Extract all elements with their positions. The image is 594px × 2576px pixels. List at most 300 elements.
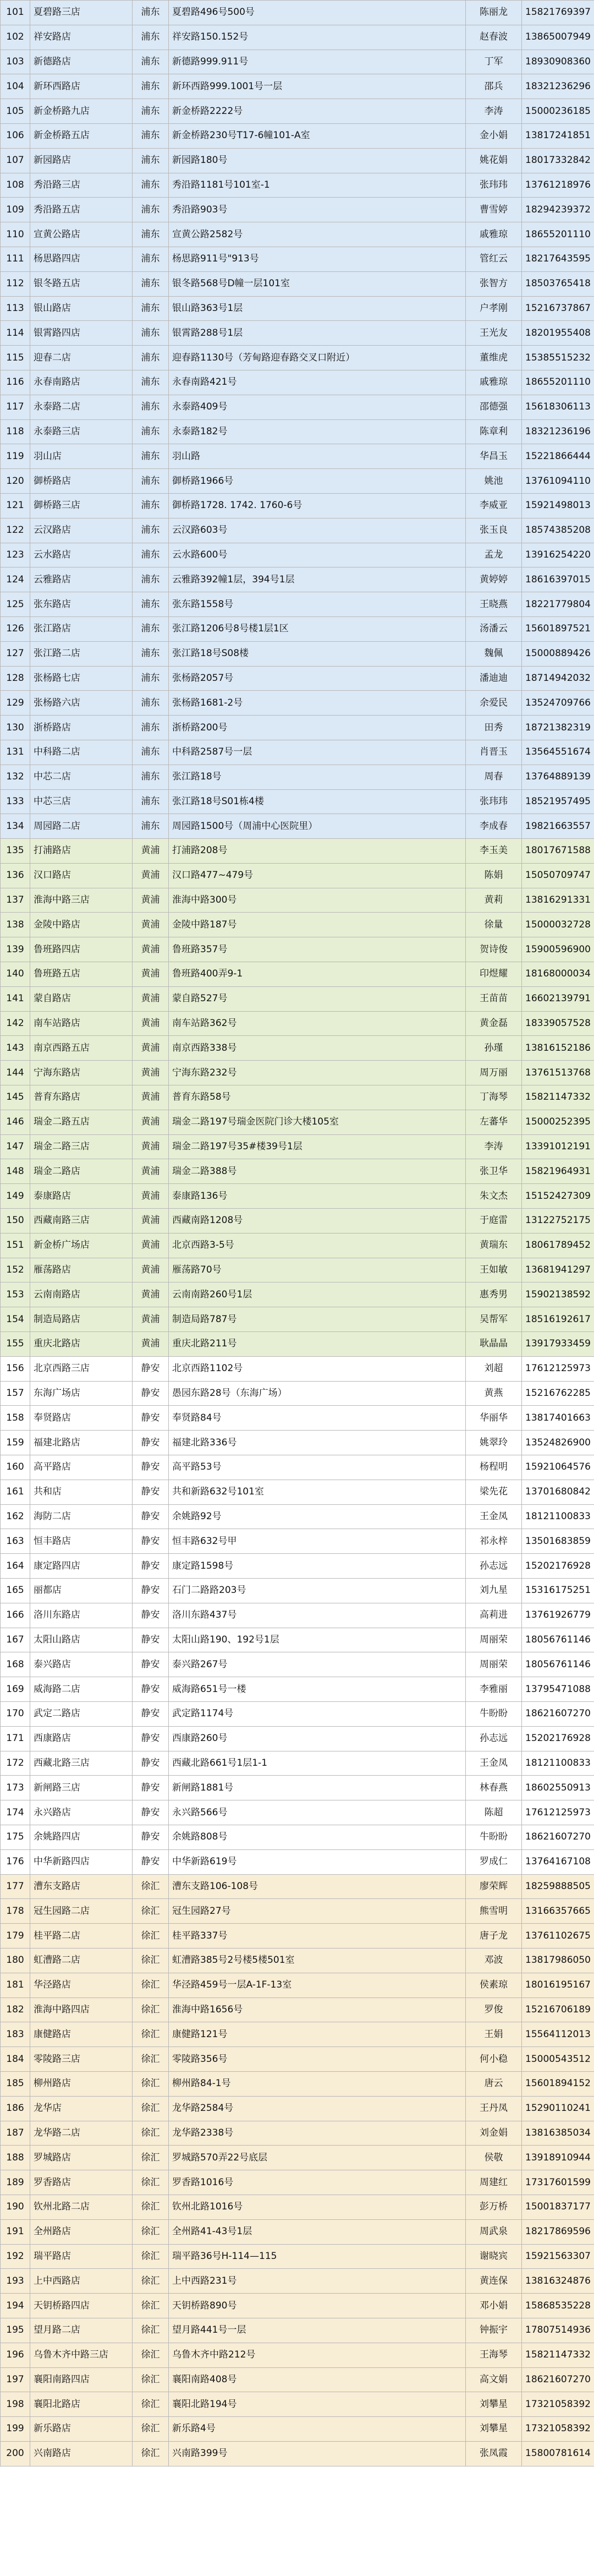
store-name: 张杨路六店 [30, 691, 133, 716]
contact-name: 印煜耀 [466, 962, 522, 987]
row-number: 170 [1, 1701, 30, 1726]
row-number: 103 [1, 50, 30, 74]
table-row [1, 1776, 594, 1800]
address: 云水路600号 [169, 543, 466, 567]
address: 新乐路4号 [169, 2417, 466, 2442]
district: 浦东 [133, 25, 169, 50]
contact-name: 林春燕 [466, 1776, 522, 1800]
store-name: 南车站路店 [30, 1011, 133, 1036]
row-number: 130 [1, 716, 30, 740]
table-row [1, 592, 594, 617]
table-row [1, 1332, 594, 1357]
store-name: 永春南路店 [30, 370, 133, 395]
district: 黄浦 [133, 888, 169, 913]
phone-number: 15821769397 [522, 1, 594, 25]
row-number: 102 [1, 25, 30, 50]
contact-name: 王光友 [466, 321, 522, 346]
store-name: 制造局路店 [30, 1307, 133, 1332]
contact-name: 惠秀男 [466, 1282, 522, 1307]
phone-number: 13501683859 [522, 1529, 594, 1554]
table-row [1, 839, 594, 864]
phone-number: 18259888505 [522, 1874, 594, 1899]
phone-number: 13524709766 [522, 691, 594, 716]
store-name: 共和店 [30, 1480, 133, 1504]
contact-name: 邵兵 [466, 74, 522, 99]
address: 龙华路2584号 [169, 2096, 466, 2121]
district: 徐汇 [133, 2146, 169, 2170]
table-row [1, 2121, 594, 2146]
address: 罗城路570弄22号底层 [169, 2146, 466, 2170]
district: 黄浦 [133, 1184, 169, 1209]
address: 太阳山路190、192号1层 [169, 1628, 466, 1652]
contact-name: 邓波 [466, 1948, 522, 1973]
table-row [1, 2022, 594, 2047]
district: 静安 [133, 1825, 169, 1849]
row-number: 129 [1, 691, 30, 716]
store-name: 北京西路三店 [30, 1356, 133, 1381]
district: 浦东 [133, 50, 169, 74]
address: 秀沿路1181号101室-1 [169, 173, 466, 198]
row-number: 118 [1, 419, 30, 444]
contact-name: 孟龙 [466, 543, 522, 567]
table-row [1, 50, 594, 74]
row-number: 117 [1, 395, 30, 419]
table-row [1, 1579, 594, 1603]
row-number: 141 [1, 986, 30, 1011]
contact-name: 董维虎 [466, 346, 522, 370]
address: 张杨路1681-2号 [169, 691, 466, 716]
row-number: 192 [1, 2244, 30, 2269]
row-number: 155 [1, 1332, 30, 1357]
district: 浦东 [133, 789, 169, 814]
district: 浦东 [133, 716, 169, 740]
row-number: 184 [1, 2047, 30, 2072]
contact-name: 侯素琼 [466, 1973, 522, 1998]
address: 新园路180号 [169, 148, 466, 173]
contact-name: 陈娟 [466, 863, 522, 888]
store-name: 蒙自路店 [30, 986, 133, 1011]
store-name: 张杨路七店 [30, 666, 133, 691]
district: 黄浦 [133, 1282, 169, 1307]
contact-name: 彭万桥 [466, 2195, 522, 2219]
store-name: 打浦路店 [30, 839, 133, 864]
contact-name: 李成春 [466, 814, 522, 839]
store-name: 新园路店 [30, 148, 133, 173]
contact-name: 张玮玮 [466, 789, 522, 814]
contact-name: 周丽荣 [466, 1652, 522, 1677]
contact-name: 汤潘云 [466, 616, 522, 641]
row-number: 172 [1, 1751, 30, 1776]
phone-number: 13795471088 [522, 1677, 594, 1702]
address: 夏碧路496号500号 [169, 1, 466, 25]
phone-number: 15564112013 [522, 2022, 594, 2047]
district: 浦东 [133, 321, 169, 346]
table-row [1, 1751, 594, 1776]
contact-name: 侯敬 [466, 2146, 522, 2170]
district: 浦东 [133, 543, 169, 567]
table-row [1, 1036, 594, 1061]
contact-name: 唐云 [466, 2071, 522, 2096]
district: 静安 [133, 1480, 169, 1504]
row-number: 161 [1, 1480, 30, 1504]
store-name: 云南南路店 [30, 1282, 133, 1307]
row-number: 198 [1, 2392, 30, 2417]
address: 西藏南路1208号 [169, 1209, 466, 1234]
table-row [1, 1011, 594, 1036]
row-number: 176 [1, 1849, 30, 1874]
district: 静安 [133, 1406, 169, 1431]
table-row [1, 1726, 594, 1751]
store-name: 祥安路店 [30, 25, 133, 50]
district: 静安 [133, 1579, 169, 1603]
contact-name: 徐量 [466, 913, 522, 937]
store-name: 襄阳南路四店 [30, 2367, 133, 2392]
phone-number: 15601897521 [522, 616, 594, 641]
table-row [1, 2343, 594, 2367]
address: 张江路1206号8号楼1层1区 [169, 616, 466, 641]
contact-name: 王苗苗 [466, 986, 522, 1011]
phone-number: 13816291331 [522, 888, 594, 913]
phone-number: 15868535228 [522, 2294, 594, 2318]
district: 徐汇 [133, 2047, 169, 2072]
contact-name: 黄婷婷 [466, 567, 522, 592]
district: 静安 [133, 1701, 169, 1726]
contact-name: 周武泉 [466, 2219, 522, 2244]
store-name: 柳州路店 [30, 2071, 133, 2096]
district: 静安 [133, 1529, 169, 1554]
phone-number: 13761218976 [522, 173, 594, 198]
row-number: 101 [1, 1, 30, 25]
address: 威海路651号一楼 [169, 1677, 466, 1702]
table-row [1, 2195, 594, 2219]
phone-number: 18621607270 [522, 1701, 594, 1726]
phone-number: 15821147332 [522, 1085, 594, 1110]
district: 徐汇 [133, 1998, 169, 2022]
district: 徐汇 [133, 1899, 169, 1924]
district: 黄浦 [133, 1061, 169, 1085]
store-name: 威海路二店 [30, 1677, 133, 1702]
address: 银霄路288号1层 [169, 321, 466, 346]
address: 泰康路136号 [169, 1184, 466, 1209]
phone-number: 18056761146 [522, 1628, 594, 1652]
row-number: 177 [1, 1874, 30, 1899]
row-number: 105 [1, 99, 30, 124]
contact-name: 田秀 [466, 716, 522, 740]
store-name: 永兴路店 [30, 1800, 133, 1825]
contact-name: 吴帮军 [466, 1307, 522, 1332]
address: 银山路363号1层 [169, 296, 466, 321]
phone-number: 17807514936 [522, 2318, 594, 2343]
store-name: 淮海中路三店 [30, 888, 133, 913]
district: 徐汇 [133, 2294, 169, 2318]
store-name: 西藏北路三店 [30, 1751, 133, 1776]
row-number: 175 [1, 1825, 30, 1849]
contact-name: 邓小娟 [466, 2294, 522, 2318]
row-number: 197 [1, 2367, 30, 2392]
district: 浦东 [133, 592, 169, 617]
table-row [1, 1529, 594, 1554]
store-name: 海防二店 [30, 1504, 133, 1529]
district: 静安 [133, 1652, 169, 1677]
store-name: 瑞金二路店 [30, 1159, 133, 1184]
contact-name: 刘金娟 [466, 2121, 522, 2146]
store-name: 雁荡路店 [30, 1258, 133, 1282]
district: 静安 [133, 1800, 169, 1825]
address: 张杨路2057号 [169, 666, 466, 691]
address: 天钥桥路890号 [169, 2294, 466, 2318]
contact-name: 牛盼盼 [466, 1825, 522, 1849]
row-number: 132 [1, 765, 30, 789]
address: 零陵路356号 [169, 2047, 466, 2072]
row-number: 185 [1, 2071, 30, 2096]
district: 浦东 [133, 616, 169, 641]
table-row [1, 1554, 594, 1579]
phone-number: 18602550913 [522, 1776, 594, 1800]
address: 钦州北路1016号 [169, 2195, 466, 2219]
store-name: 太阳山路店 [30, 1628, 133, 1652]
contact-name: 黄金磊 [466, 1011, 522, 1036]
district: 浦东 [133, 691, 169, 716]
address: 北京西路1102号 [169, 1356, 466, 1381]
district: 徐汇 [133, 2195, 169, 2219]
row-number: 160 [1, 1455, 30, 1480]
table-row [1, 641, 594, 666]
district: 静安 [133, 1776, 169, 1800]
store-name: 兴南路店 [30, 2441, 133, 2466]
store-name: 周园路二店 [30, 814, 133, 839]
address: 鲁班路357号 [169, 937, 466, 962]
store-name: 鲁班路四店 [30, 937, 133, 962]
contact-name: 王金凤 [466, 1504, 522, 1529]
store-name: 钦州北路二店 [30, 2195, 133, 2219]
store-name: 张东路店 [30, 592, 133, 617]
address: 冠生园路27号 [169, 1899, 466, 1924]
row-number: 190 [1, 2195, 30, 2219]
row-number: 153 [1, 1282, 30, 1307]
contact-name: 黄燕 [466, 1381, 522, 1406]
row-number: 136 [1, 863, 30, 888]
store-name: 迎春二店 [30, 346, 133, 370]
table-row [1, 2367, 594, 2392]
phone-number: 18574385208 [522, 518, 594, 543]
row-number: 133 [1, 789, 30, 814]
store-name: 浙桥路店 [30, 716, 133, 740]
contact-name: 周万丽 [466, 1061, 522, 1085]
district: 浦东 [133, 666, 169, 691]
table-row [1, 913, 594, 937]
phone-number: 18061789452 [522, 1233, 594, 1258]
address: 云南南路260号1层 [169, 1282, 466, 1307]
phone-number: 18017332842 [522, 148, 594, 173]
row-number: 150 [1, 1209, 30, 1234]
district: 静安 [133, 1381, 169, 1406]
table-row [1, 2071, 594, 2096]
contact-name: 魏佩 [466, 641, 522, 666]
row-number: 109 [1, 198, 30, 222]
table-row [1, 444, 594, 469]
contact-name: 王晓燕 [466, 592, 522, 617]
district: 黄浦 [133, 1134, 169, 1159]
contact-name: 高文娟 [466, 2367, 522, 2392]
phone-number: 18321236296 [522, 74, 594, 99]
contact-name: 李涛 [466, 1134, 522, 1159]
district: 浦东 [133, 395, 169, 419]
phone-number: 18221779804 [522, 592, 594, 617]
address: 罗香路1016号 [169, 2170, 466, 2195]
district: 黄浦 [133, 1011, 169, 1036]
row-number: 181 [1, 1973, 30, 1998]
store-name: 夏碧路三店 [30, 1, 133, 25]
contact-name: 罗成仁 [466, 1849, 522, 1874]
phone-number: 13817241851 [522, 123, 594, 148]
table-row [1, 1924, 594, 1949]
row-number: 116 [1, 370, 30, 395]
table-row [1, 863, 594, 888]
contact-name: 戚雅琼 [466, 222, 522, 247]
address: 杨思路911号"913号 [169, 247, 466, 271]
address: 银冬路568号D幢一层101室 [169, 271, 466, 296]
store-name: 御桥路店 [30, 469, 133, 494]
row-number: 174 [1, 1800, 30, 1825]
row-number: 135 [1, 839, 30, 864]
contact-name: 廖荣辉 [466, 1874, 522, 1899]
address: 永兴路566号 [169, 1800, 466, 1825]
address: 北京西路3-5号 [169, 1233, 466, 1258]
store-name: 永泰路三店 [30, 419, 133, 444]
phone-number: 19821663557 [522, 814, 594, 839]
store-name: 南京西路五店 [30, 1036, 133, 1061]
store-name: 新环西路店 [30, 74, 133, 99]
phone-number: 18056761146 [522, 1652, 594, 1677]
store-name: 龙华路二店 [30, 2121, 133, 2146]
row-number: 114 [1, 321, 30, 346]
district: 静安 [133, 1554, 169, 1579]
phone-number: 18616397015 [522, 567, 594, 592]
store-name: 望月路二店 [30, 2318, 133, 2343]
table-row [1, 2047, 594, 2072]
table-row [1, 1899, 594, 1924]
district: 黄浦 [133, 1332, 169, 1357]
district: 静安 [133, 1677, 169, 1702]
address: 泰兴路267号 [169, 1652, 466, 1677]
district: 黄浦 [133, 1159, 169, 1184]
district: 徐汇 [133, 2417, 169, 2442]
row-number: 126 [1, 616, 30, 641]
table-row [1, 2170, 594, 2195]
contact-name: 王如敏 [466, 1258, 522, 1282]
table-row [1, 616, 594, 641]
row-number: 178 [1, 1899, 30, 1924]
row-number: 187 [1, 2121, 30, 2146]
row-number: 124 [1, 567, 30, 592]
table-row [1, 198, 594, 222]
district: 黄浦 [133, 1209, 169, 1234]
table-row [1, 493, 594, 518]
table-row [1, 99, 594, 124]
table-row [1, 666, 594, 691]
phone-number: 18321236196 [522, 419, 594, 444]
address: 迎春路1130号（芳甸路迎春路交叉口附近） [169, 346, 466, 370]
phone-number: 13816324876 [522, 2269, 594, 2294]
row-number: 145 [1, 1085, 30, 1110]
contact-name: 张智方 [466, 271, 522, 296]
address: 康定路1598号 [169, 1554, 466, 1579]
table-row [1, 1455, 594, 1480]
district: 黄浦 [133, 1233, 169, 1258]
table-row [1, 1603, 594, 1628]
row-number: 171 [1, 1726, 30, 1751]
store-name: 杨思路四店 [30, 247, 133, 271]
district: 黄浦 [133, 839, 169, 864]
district: 黄浦 [133, 986, 169, 1011]
phone-number: 13917933459 [522, 1332, 594, 1357]
district: 浦东 [133, 444, 169, 469]
address: 瑞平路36号H-114—115 [169, 2244, 466, 2269]
store-name: 金陵中路店 [30, 913, 133, 937]
phone-number: 13564551674 [522, 740, 594, 765]
district: 徐汇 [133, 2318, 169, 2343]
district: 静安 [133, 1726, 169, 1751]
phone-number: 15921563307 [522, 2244, 594, 2269]
contact-name: 管红云 [466, 247, 522, 271]
row-number: 159 [1, 1431, 30, 1455]
store-name: 漕东支路店 [30, 1874, 133, 1899]
contact-name: 高莉进 [466, 1603, 522, 1628]
phone-number: 17321058392 [522, 2417, 594, 2442]
store-name: 洛川东路店 [30, 1603, 133, 1628]
district: 静安 [133, 1431, 169, 1455]
contact-name: 王娟 [466, 2022, 522, 2047]
store-name: 中芯三店 [30, 789, 133, 814]
district: 浦东 [133, 641, 169, 666]
district: 浦东 [133, 1, 169, 25]
row-number: 152 [1, 1258, 30, 1282]
contact-name: 周春 [466, 765, 522, 789]
phone-number: 15000032728 [522, 913, 594, 937]
address: 蒙自路527号 [169, 986, 466, 1011]
contact-name: 周建红 [466, 2170, 522, 2195]
row-number: 158 [1, 1406, 30, 1431]
contact-name: 罗俊 [466, 1998, 522, 2022]
district: 徐汇 [133, 2392, 169, 2417]
address: 御桥路1728. 1742. 1760-6号 [169, 493, 466, 518]
contact-name: 王金凤 [466, 1751, 522, 1776]
contact-name: 丁军 [466, 50, 522, 74]
table-row [1, 1849, 594, 1874]
row-number: 173 [1, 1776, 30, 1800]
phone-number: 13916254220 [522, 543, 594, 567]
contact-name: 黄连保 [466, 2269, 522, 2294]
district: 黄浦 [133, 1110, 169, 1134]
address: 瑞金二路197号瑞金医院门诊大楼105室 [169, 1110, 466, 1134]
contact-name: 张卫华 [466, 1159, 522, 1184]
address: 制造局路787号 [169, 1307, 466, 1332]
address: 奉贤路84号 [169, 1406, 466, 1431]
row-number: 199 [1, 2417, 30, 2442]
district: 徐汇 [133, 2022, 169, 2047]
contact-name: 曹雪婷 [466, 198, 522, 222]
phone-number: 13761094110 [522, 469, 594, 494]
store-name: 余姚路四店 [30, 1825, 133, 1849]
district: 浦东 [133, 370, 169, 395]
phone-number: 18016195167 [522, 1973, 594, 1998]
phone-number: 15216762285 [522, 1381, 594, 1406]
address: 柳州路84-1号 [169, 2071, 466, 2096]
row-number: 128 [1, 666, 30, 691]
table-row [1, 1973, 594, 1998]
phone-number: 18721382319 [522, 716, 594, 740]
contact-name: 潘迪迪 [466, 666, 522, 691]
